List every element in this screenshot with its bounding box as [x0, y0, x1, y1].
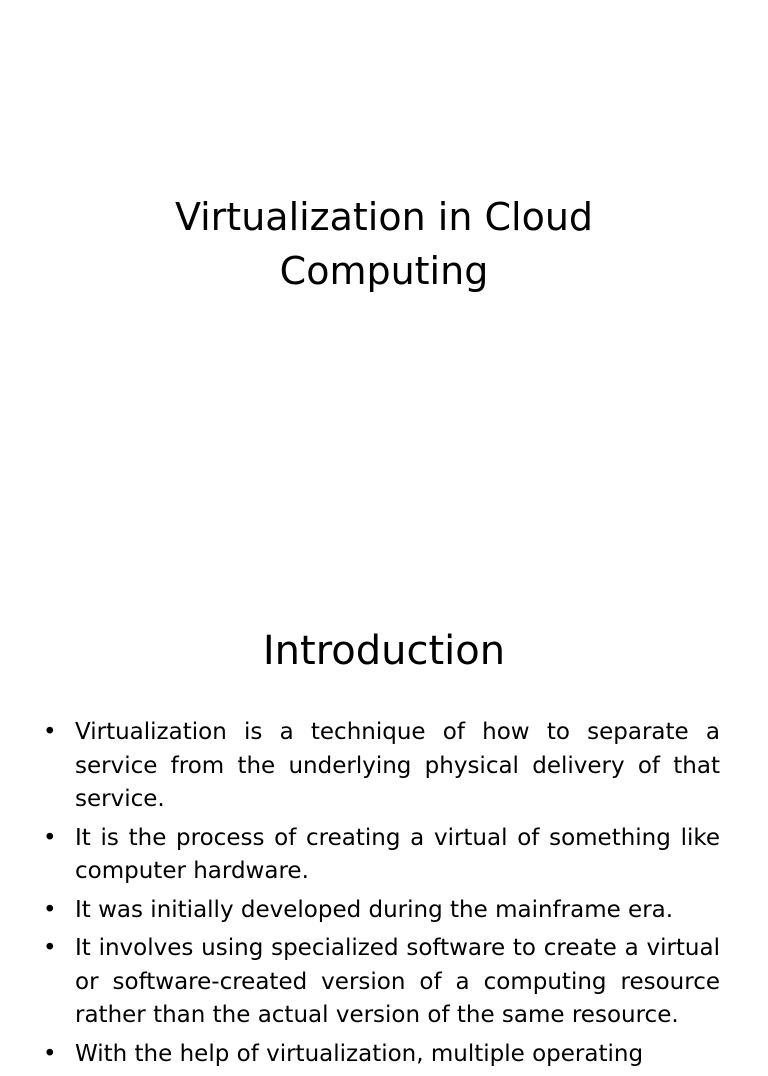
bullet-text: With the help of virtualization, multiple operating — [75, 1040, 644, 1067]
introduction-slide — [0, 620, 768, 1067]
slide-title-line-1: Virtualization in Cloud — [174, 195, 594, 239]
bullet-text: Virtualization is a technique of how to separate a service from the underlying physical delivery of that service. — [75, 719, 720, 812]
bullet-item — [0, 932, 768, 1033]
bullet-list — [0, 716, 768, 1076]
bullet-text: It was initially developed during the mainframe era. — [75, 896, 674, 923]
slide-heading: Introduction — [262, 628, 506, 674]
bullet-icon: • — [43, 935, 57, 961]
bullet-icon: • — [43, 824, 57, 851]
bullet-icon: • — [43, 896, 57, 923]
title-slide — [0, 190, 768, 310]
bullet-item — [0, 894, 768, 928]
bullet-text: It is the process of creating a virtual of something like computer hardware. — [75, 824, 720, 884]
bullet-item — [0, 822, 768, 889]
bullet-text: It involves using specialized software to create a virtual or software-created version of a computing resource rather than the actual version of the same resource. — [75, 935, 720, 1028]
bullet-item — [0, 1038, 768, 1072]
bullet-icon: • — [43, 1040, 57, 1067]
slide-title-line-2: Computing — [279, 249, 489, 293]
bullet-item — [0, 716, 768, 817]
slide-title — [0, 190, 768, 298]
bullet-icon: • — [43, 719, 57, 745]
